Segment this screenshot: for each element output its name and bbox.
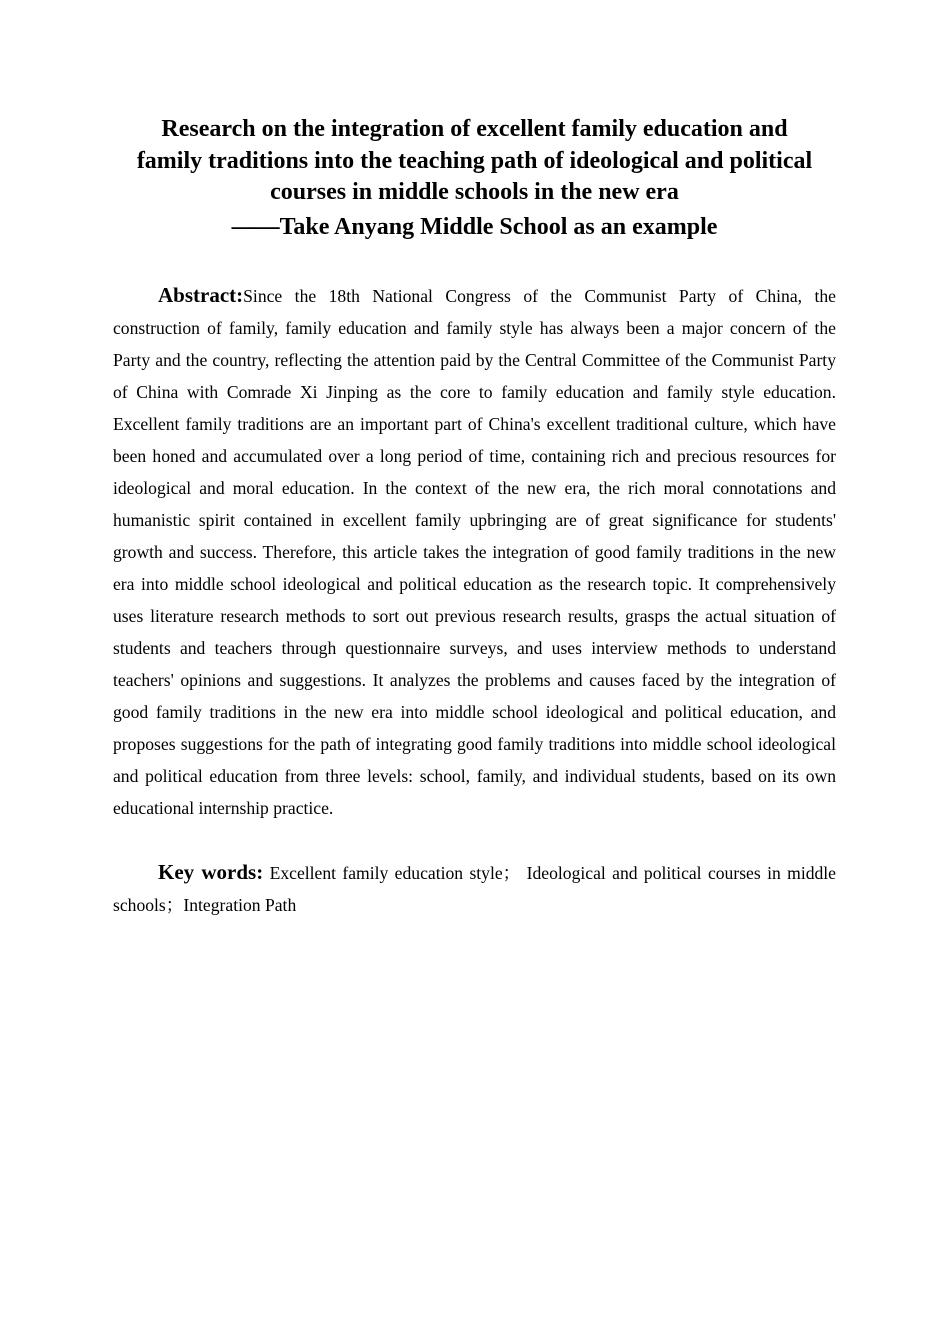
paper-subtitle: ——Take Anyang Middle School as an example [231,213,718,240]
keywords-paragraph [113,856,836,921]
title-line-1: Research on the integration of excellent family education and [161,116,788,142]
paper-page [113,114,836,938]
abstract-label: Abstract: [158,282,244,307]
paper-title [113,114,836,209]
title-line-2: family traditions into the teaching path of ideological and political [136,147,813,174]
keywords-label: Key words: [158,859,264,884]
title-line-3: courses in middle schools in the new era [270,179,679,205]
abstract-paragraph [113,279,836,824]
keywords-text: Excellent family education style； Ideological and political courses in middle schools；Integration Path [113,862,836,915]
abstract-text: Since the 18th National Congress of the Communist Party of China, the construction of family, family education and family style has always been a major concern of the Party and the country, reflecting the attention paid by the Central Committee of the Communist Party of China with Comrade Xi Jinping as the core to family education and family style education. Excellent family traditions are an important part of China's excellent traditional culture, which have been honed and accumulated over a long period of time, containing rich and precious resources for ideological and moral education. In the context of the new era, the rich moral connotations and humanistic spirit contained in excellent family upbringing are of great significance for students' growth and success. Therefore, this article takes the integration of good family traditions in the new era into middle school ideological and political education as the research topic. It comprehensively uses literature research methods to sort out previous research results, grasps the actual situation of students and teachers through questionnaire surveys, and uses interview methods to understand teachers' opinions and suggestions. It analyzes the problems and causes faced by the integration of good family traditions in the new era into middle school ideological and political education, and proposes suggestions for the path of integrating good family traditions into middle school ideological and political education from three levels: school, family, and individual students, based on its own educational internship practice. [113,285,836,818]
